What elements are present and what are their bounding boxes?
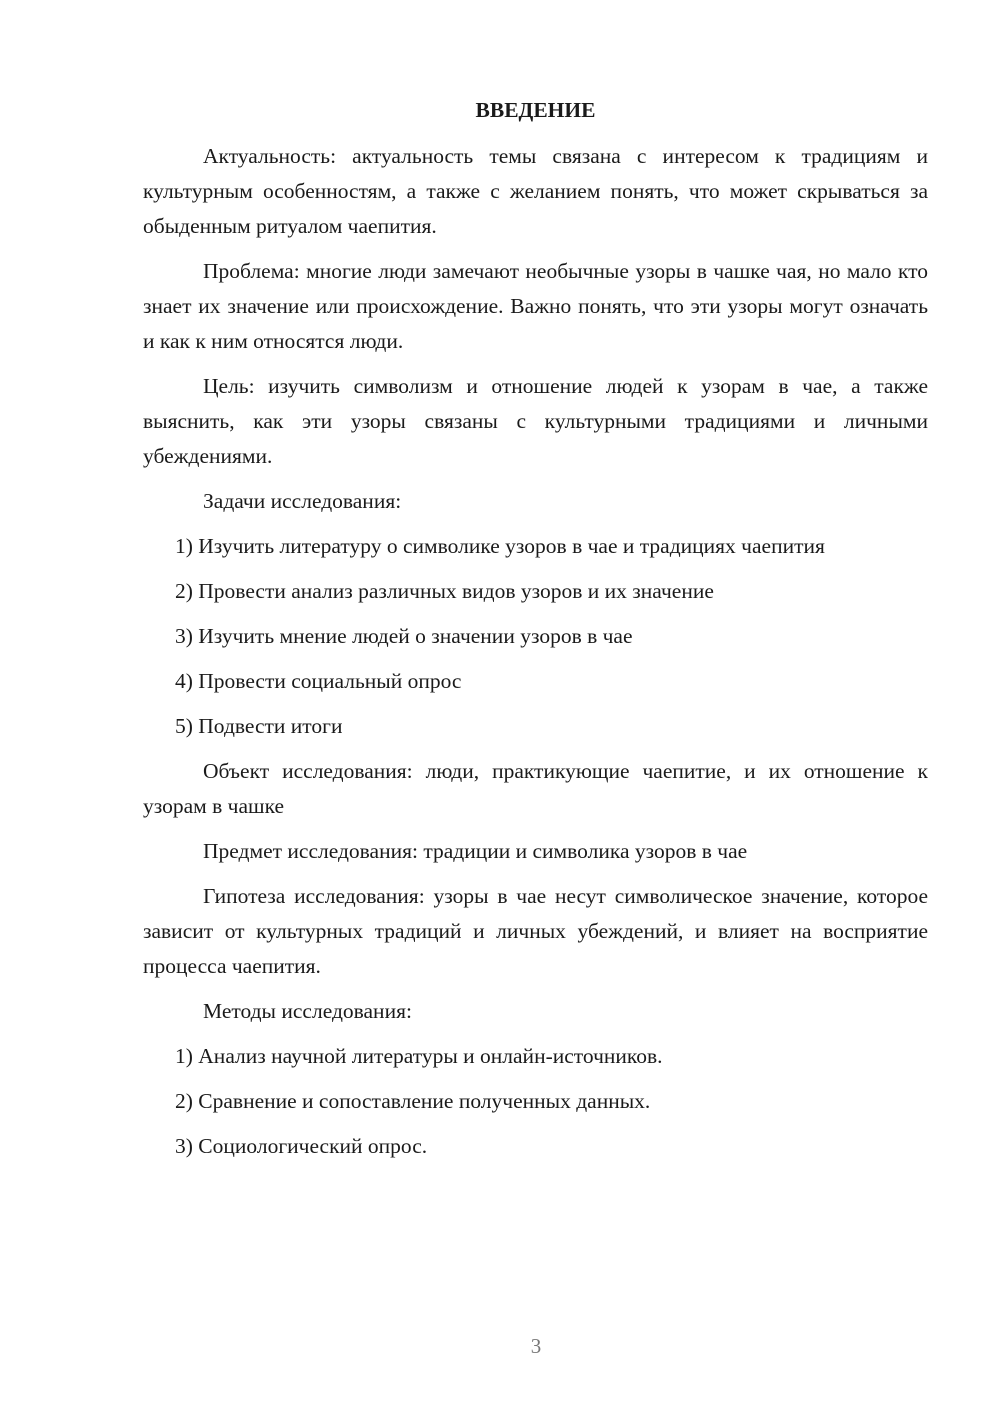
goal-paragraph: Цель: изучить символизм и отношение людей к узорам в чае, а также выяснить, как эти узоры связаны с культурными традициями и личными убеждениями. (143, 374, 928, 468)
method-item-1: 1) Анализ научной литературы и онлайн-источников. (175, 1044, 663, 1068)
relevance-paragraph: Актуальность: актуальность темы связана с интересом к традициям и культурным особенностям, а также с желанием понять, что может скрываться за обыденным ритуалом чаепития. (143, 144, 928, 238)
method-item-2: 2) Сравнение и сопоставление полученных данных. (175, 1089, 651, 1113)
problem-paragraph: Проблема: многие люди замечают необычные узоры в чашке чая, но мало кто знает их значение или происхождение. Важно понять, что эти узоры могут означать и как к ним относятся люди. (143, 259, 928, 353)
document-page (143, 93, 928, 1174)
task-item-4: 4) Провести социальный опрос (175, 669, 462, 693)
task-item-5: 5) Подвести итоги (175, 714, 343, 738)
page-number: 3 (530, 1334, 542, 1358)
subject-paragraph: Предмет исследования: традиции и символика узоров в чае (203, 839, 748, 863)
task-item-2: 2) Провести анализ различных видов узоров и их значение (175, 579, 714, 603)
task-item-3: 3) Изучить мнение людей о значении узоров в чае (175, 624, 633, 648)
task-item-1: 1) Изучить литературу о символике узоров в чае и традициях чаепития (175, 534, 825, 558)
tasks-heading: Задачи исследования: (203, 489, 402, 513)
page-title: ВВЕДЕНИЕ (475, 98, 596, 122)
object-paragraph: Объект исследования: люди, практикующие чаепитие, и их отношение к узорам в чашке (143, 759, 928, 818)
hypothesis-paragraph: Гипотеза исследования: узоры в чае несут символическое значение, которое зависит от культурных традиций и личных убеждений, и влияет на восприятие процесса чаепития. (143, 884, 928, 978)
methods-heading: Методы исследования: (203, 999, 412, 1023)
method-item-3: 3) Социологический опрос. (175, 1134, 428, 1158)
